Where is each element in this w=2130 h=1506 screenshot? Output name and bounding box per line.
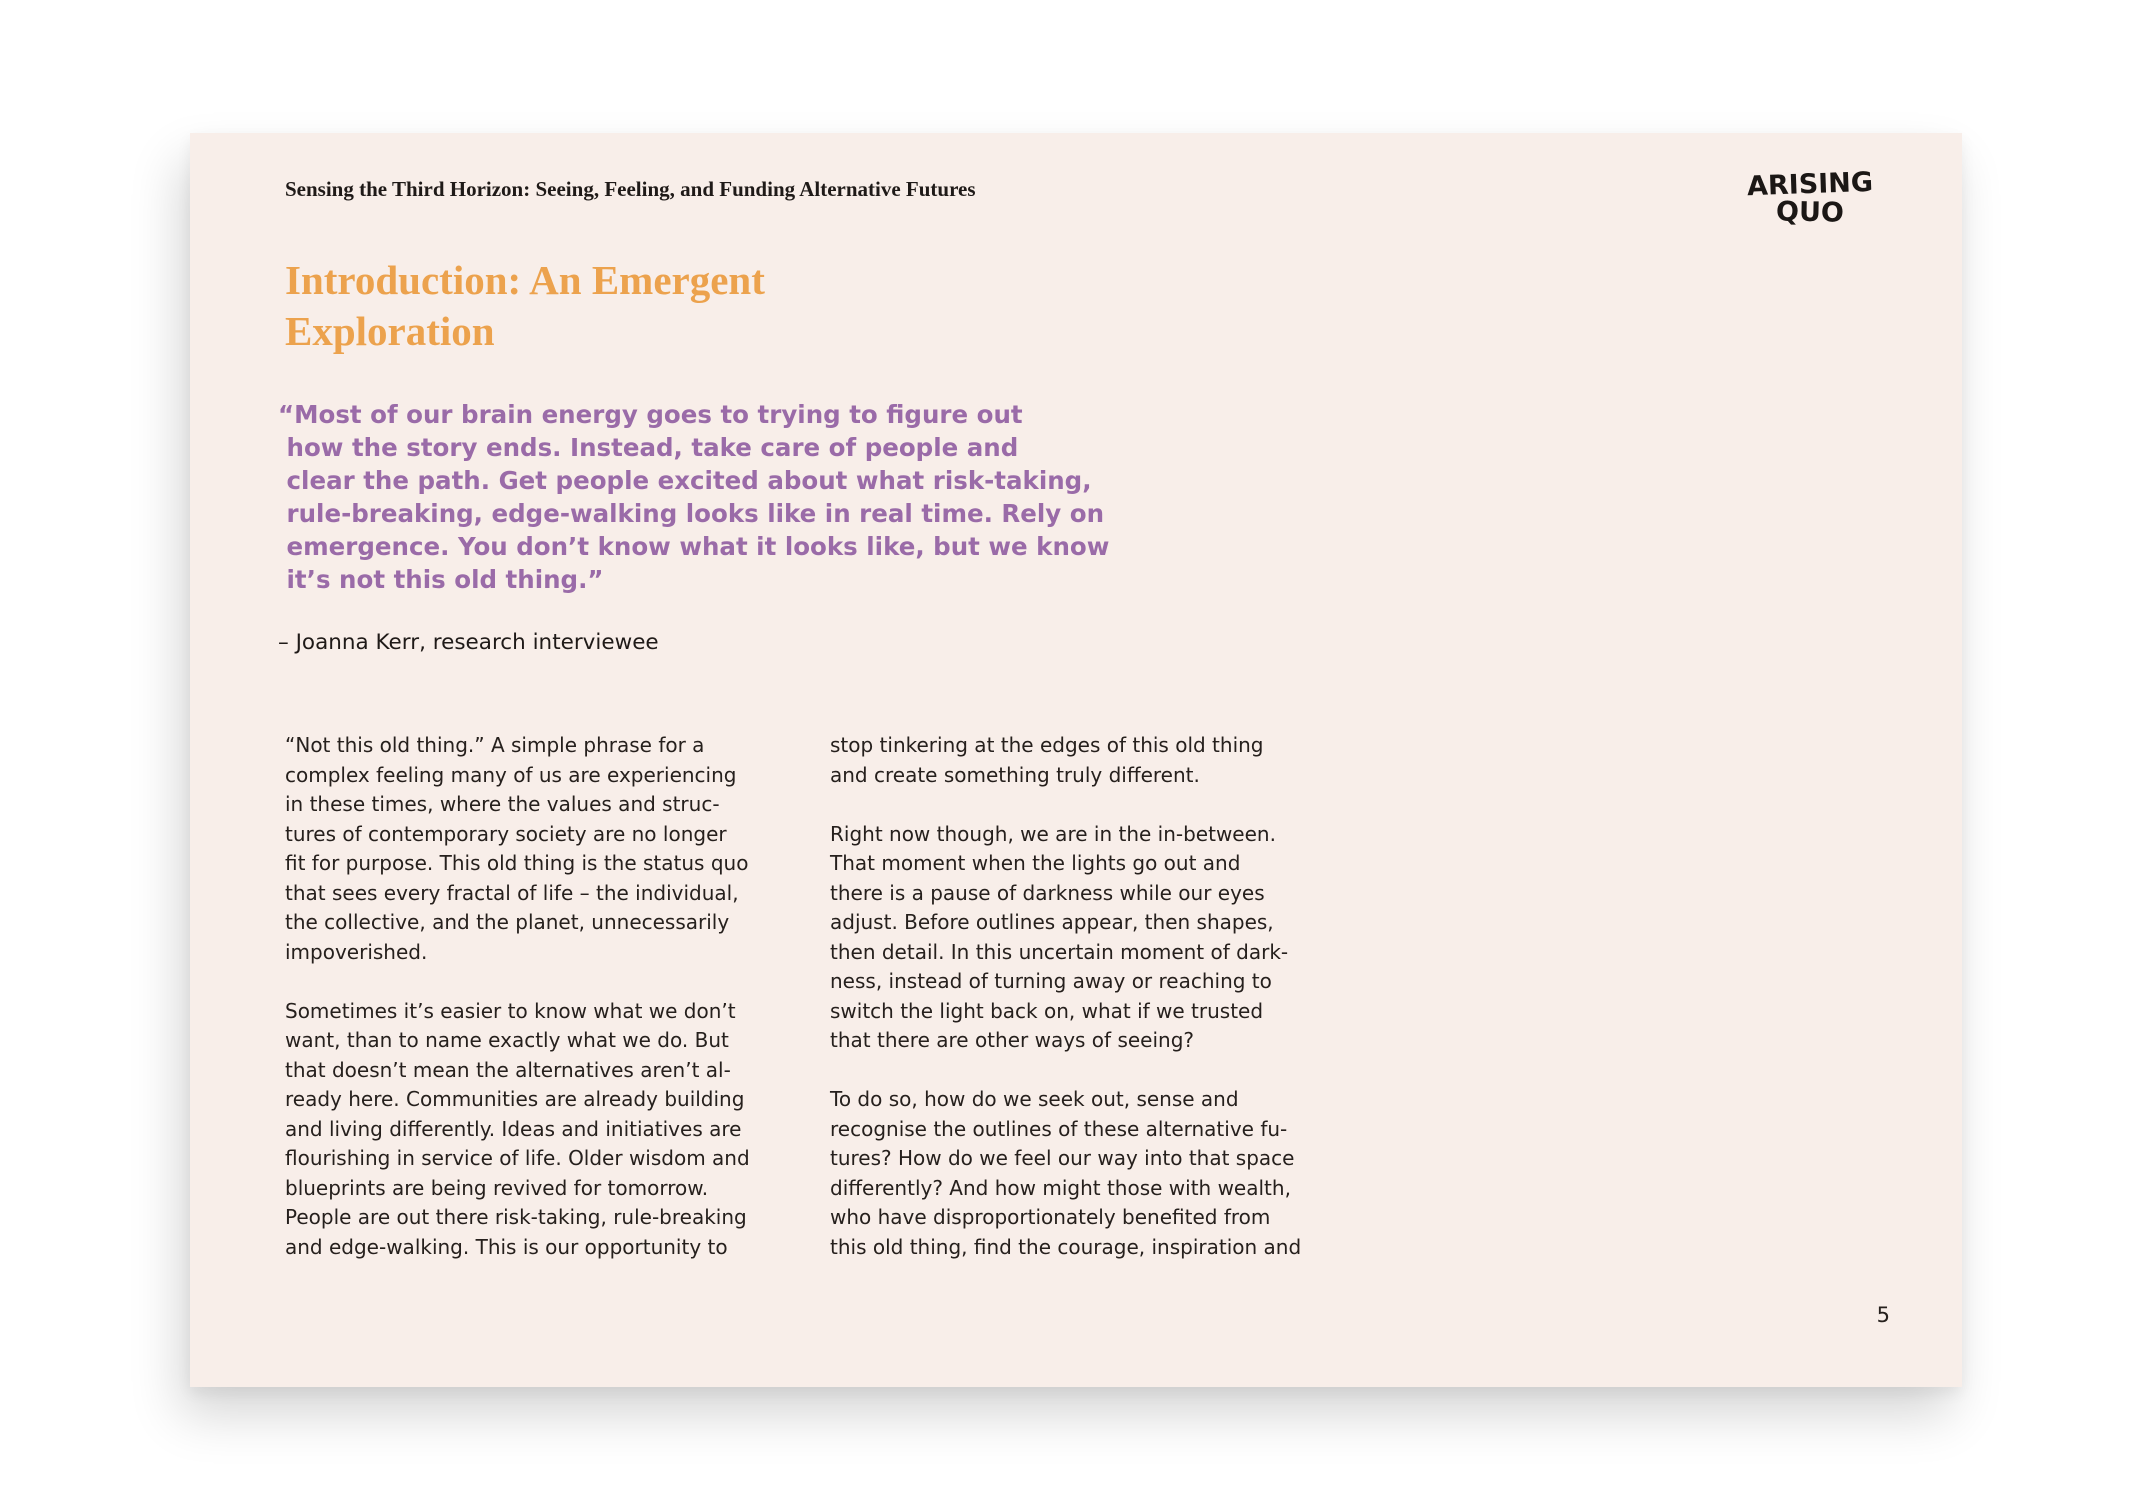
arising-quo-logo — [1740, 161, 1880, 231]
body-column-right — [830, 731, 1350, 1262]
running-head: Sensing the Third Horizon: Seeing, Feeling, and Funding Alternative Futures — [285, 177, 976, 201]
chapter-title-text: Introduction: An Emergent Exploration — [285, 257, 765, 354]
body-column-left — [285, 731, 805, 1262]
pull-quote: “Most of our brain energy goes to trying to figure out how the story ends. Instead, take care of people and clear the path. Get people excited about what risk-taking, rule-breaking, edge-walking looks like in real time. Rely on emergence. You don’t know what it looks like, but we know it’s not this old thing.” — [278, 400, 1110, 594]
body-paragraph: To do so, how do we seek out, sense and recognise the outlines of these alternative fu- tures? How do we feel our way into that space differently? And how might those with wealth, who have disproportionately benefited from this old thing, find the courage, inspiration and — [830, 1087, 1302, 1259]
quote-attribution: – Joanna Kerr, research interviewee — [278, 630, 659, 655]
body-paragraph: “Not this old thing.” A simple phrase for a complex feeling many of us are experiencing in these times, where the values and struc- tures of contemporary society are no longer fit for purpose. This old thing is the status quo that sees every fractal of life – the individual, the collective, and the planet, unnecessarily impoverished. — [285, 733, 749, 964]
logo-line-1: ARISING — [1746, 166, 1874, 203]
chapter-title — [285, 255, 905, 357]
body-paragraph: Right now though, we are in the in-between. That moment when the lights go out and there is a pause of darkness while our eyes adjust. Before outlines appear, then shapes, then detail. In this uncertain moment of dark- ness, instead of turning away or reaching to switch the light back on, what if we trusted that there are other ways of seeing? — [830, 821, 1289, 1052]
body-paragraph: stop tinkering at the edges of this old thing and create something truly different. — [830, 733, 1264, 787]
logo-line-2: QUO — [1775, 196, 1845, 229]
document-page — [190, 133, 1962, 1387]
body-paragraph: Sometimes it’s easier to know what we don’t want, than to name exactly what we do. But that doesn’t mean the alternatives aren’t al- ready here. Communities are already building and living differently. Ideas and initiatives are flourishing in service of life. Older wisdom and blueprints are being revived for tomorrow. People are out there risk-taking, rule-breaking and edge-walking. This is our opportunity to — [285, 998, 750, 1259]
page-number: 5 — [1876, 1303, 1890, 1327]
